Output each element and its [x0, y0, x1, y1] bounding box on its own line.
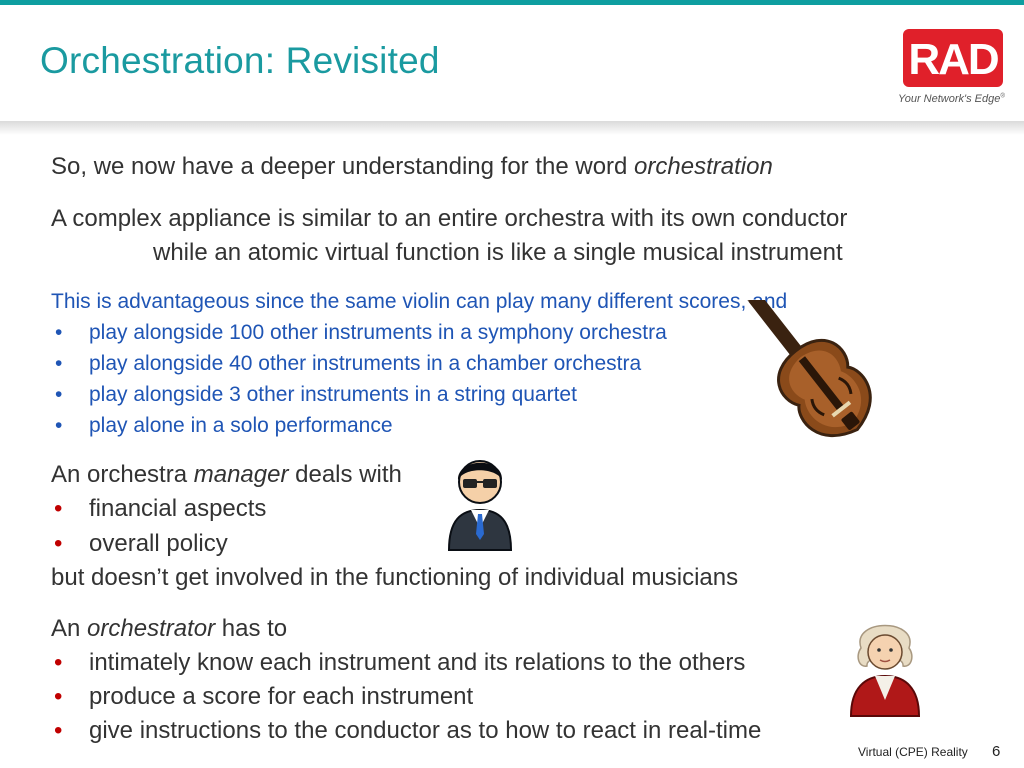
rad-logo — [903, 29, 1003, 87]
logo-tagline: Your Network's Edge® — [898, 93, 1005, 105]
bullet-marker: • — [55, 414, 63, 437]
bullet-marker: • — [54, 683, 63, 710]
bullet-marker: • — [55, 352, 63, 375]
complex-line-2: while an atomic virtual function is like a single musical instrument — [153, 239, 843, 266]
orchestrator-icon — [845, 608, 925, 718]
violin-bullet-4: play alone in a solo performance — [89, 414, 393, 437]
page-number: 6 — [992, 743, 1001, 760]
violin-bullet-2: play alongside 40 other instruments in a chamber orchestra — [89, 352, 642, 375]
logo-text: RAD — [908, 35, 998, 84]
violin-bullet-3: play alongside 3 other instruments in a string quartet — [89, 383, 577, 406]
orchestrator-bullet-1: intimately know each instrument and its relations to the others — [89, 649, 746, 676]
complex-line-1: A complex appliance is similar to an entire orchestra with its own conductor — [51, 205, 848, 232]
bullet-marker: • — [54, 495, 63, 522]
bullet-marker: • — [55, 383, 63, 406]
bullet-marker: • — [54, 530, 63, 557]
manager-bullet-1: financial aspects — [89, 495, 267, 522]
footer-label: Virtual (CPE) Reality — [858, 745, 968, 759]
bullet-marker: • — [54, 649, 63, 676]
bullet-marker: • — [54, 717, 63, 744]
violin-icon — [730, 300, 920, 460]
intro-line: So, we now have a deeper understanding for the word orchestration — [51, 153, 773, 180]
manager-heading: An orchestra manager deals with — [51, 461, 402, 488]
orchestrator-heading: An orchestrator has to — [51, 615, 288, 642]
top-accent-rule — [0, 0, 1024, 5]
violin-lead: This is advantageous since the same violin can play many different scores, and — [51, 290, 788, 313]
manager-icon — [445, 450, 515, 552]
slide-title: Orchestration: Revisited — [40, 40, 440, 81]
manager-closing: but doesn’t get involved in the functioning of individual musicians — [51, 564, 739, 591]
manager-bullet-2: overall policy — [89, 530, 228, 557]
bullet-marker: • — [55, 321, 63, 344]
violin-bullet-1: play alongside 100 other instruments in a symphony orchestra — [89, 321, 667, 344]
orchestrator-bullet-2: produce a score for each instrument — [89, 683, 474, 710]
orchestrator-bullet-3: give instructions to the conductor as to how to react in real-time — [89, 717, 762, 744]
header-divider — [0, 121, 1024, 135]
